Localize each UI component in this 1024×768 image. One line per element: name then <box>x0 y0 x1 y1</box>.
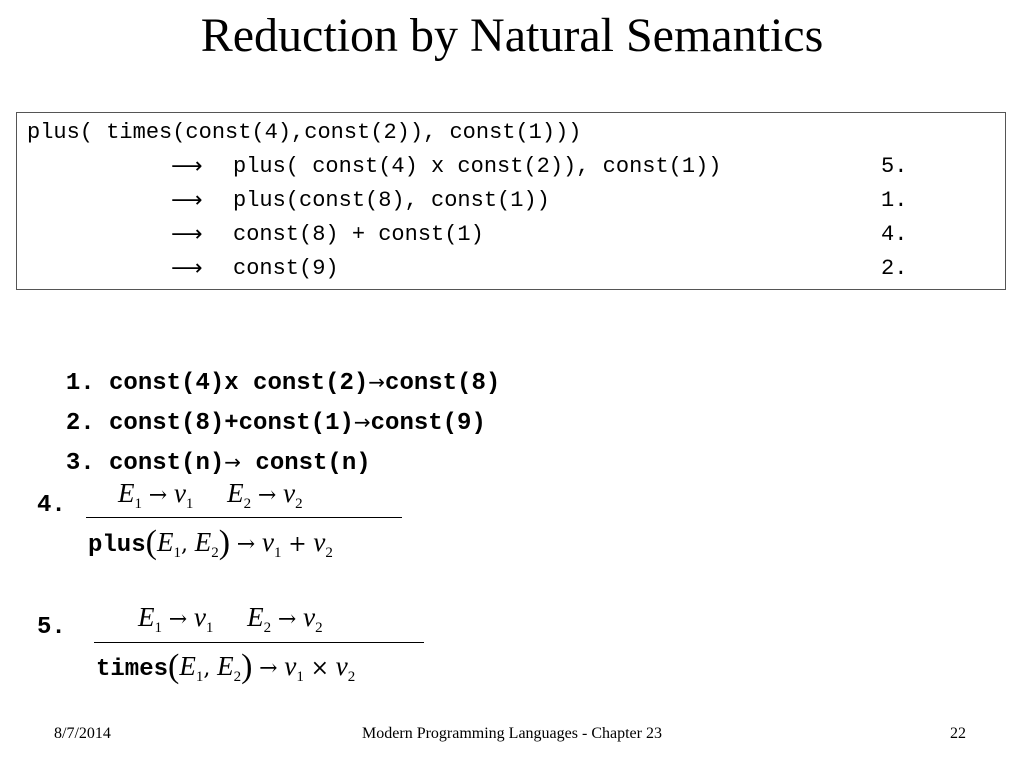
rule-5-number: 5. <box>37 614 66 641</box>
rule-4-inference-bar <box>86 517 402 518</box>
rule-lhs: const(8)+const(1) <box>109 410 354 437</box>
rule-arrow: → <box>224 450 242 474</box>
rule-1 <box>37 322 501 397</box>
rule-4-premises: $E_1 \to v_1$ $E_2 \to v_2$ <box>118 478 303 512</box>
derivation-step-text: const(9) <box>233 256 339 281</box>
rule-arrow: → <box>368 370 386 394</box>
derivation-step-rule: 1. <box>881 188 908 213</box>
derivation-step-text: plus(const(8), const(1)) <box>233 188 550 213</box>
derivation-arrow: ⟶ <box>171 256 203 281</box>
rule-rhs: const(8) <box>385 370 501 397</box>
footer-date: 8/7/2014 <box>54 725 111 742</box>
rule-lhs: const(n) <box>109 450 225 477</box>
rule-5-premises: $E_1 \to v_1$ $E_2 \to v_2$ <box>138 602 323 636</box>
rule-lhs: const(4)x const(2) <box>109 370 369 397</box>
slide-title: Reduction by Natural Semantics <box>200 9 824 62</box>
slide-number: 22 <box>950 725 966 742</box>
derivation-step-rule: 2. <box>881 256 908 281</box>
rule-number: 3. <box>65 450 95 477</box>
derivation-arrow: ⟶ <box>171 188 203 213</box>
rule-5-conclusion: $times(E_1$, $E_2) \to v_1 \times v_2$ <box>96 648 356 685</box>
rule-4-number: 4. <box>37 492 66 519</box>
derivation-step-rule: 4. <box>881 222 908 247</box>
derivation-arrow: ⟶ <box>171 222 203 247</box>
rule-4-conclusion: $plus(E_1$, $E_2) \to v_1 + v_2$ <box>88 524 333 561</box>
rule-arrow: → <box>353 410 371 434</box>
derivation-step-text: plus( const(4) x const(2)), const(1)) <box>233 154 722 179</box>
rule-2 <box>37 362 486 437</box>
footer-title: Modern Programming Languages - Chapter 23 <box>362 725 662 742</box>
derivation-box <box>16 112 1006 290</box>
rule-number: 2. <box>65 410 95 437</box>
rule-3 <box>37 402 371 477</box>
derivation-start: plus( times(const(4),const(2)), const(1))) <box>27 120 582 145</box>
derivation-step-text: const(8) + const(1) <box>233 222 484 247</box>
rule-rhs: const(9) <box>370 410 486 437</box>
rule-rhs: const(n) <box>255 450 371 477</box>
rule-5-inference-bar <box>94 642 424 643</box>
rule-number: 1. <box>65 370 95 397</box>
derivation-arrow: ⟶ <box>171 154 203 179</box>
derivation-step-rule: 5. <box>881 154 908 179</box>
